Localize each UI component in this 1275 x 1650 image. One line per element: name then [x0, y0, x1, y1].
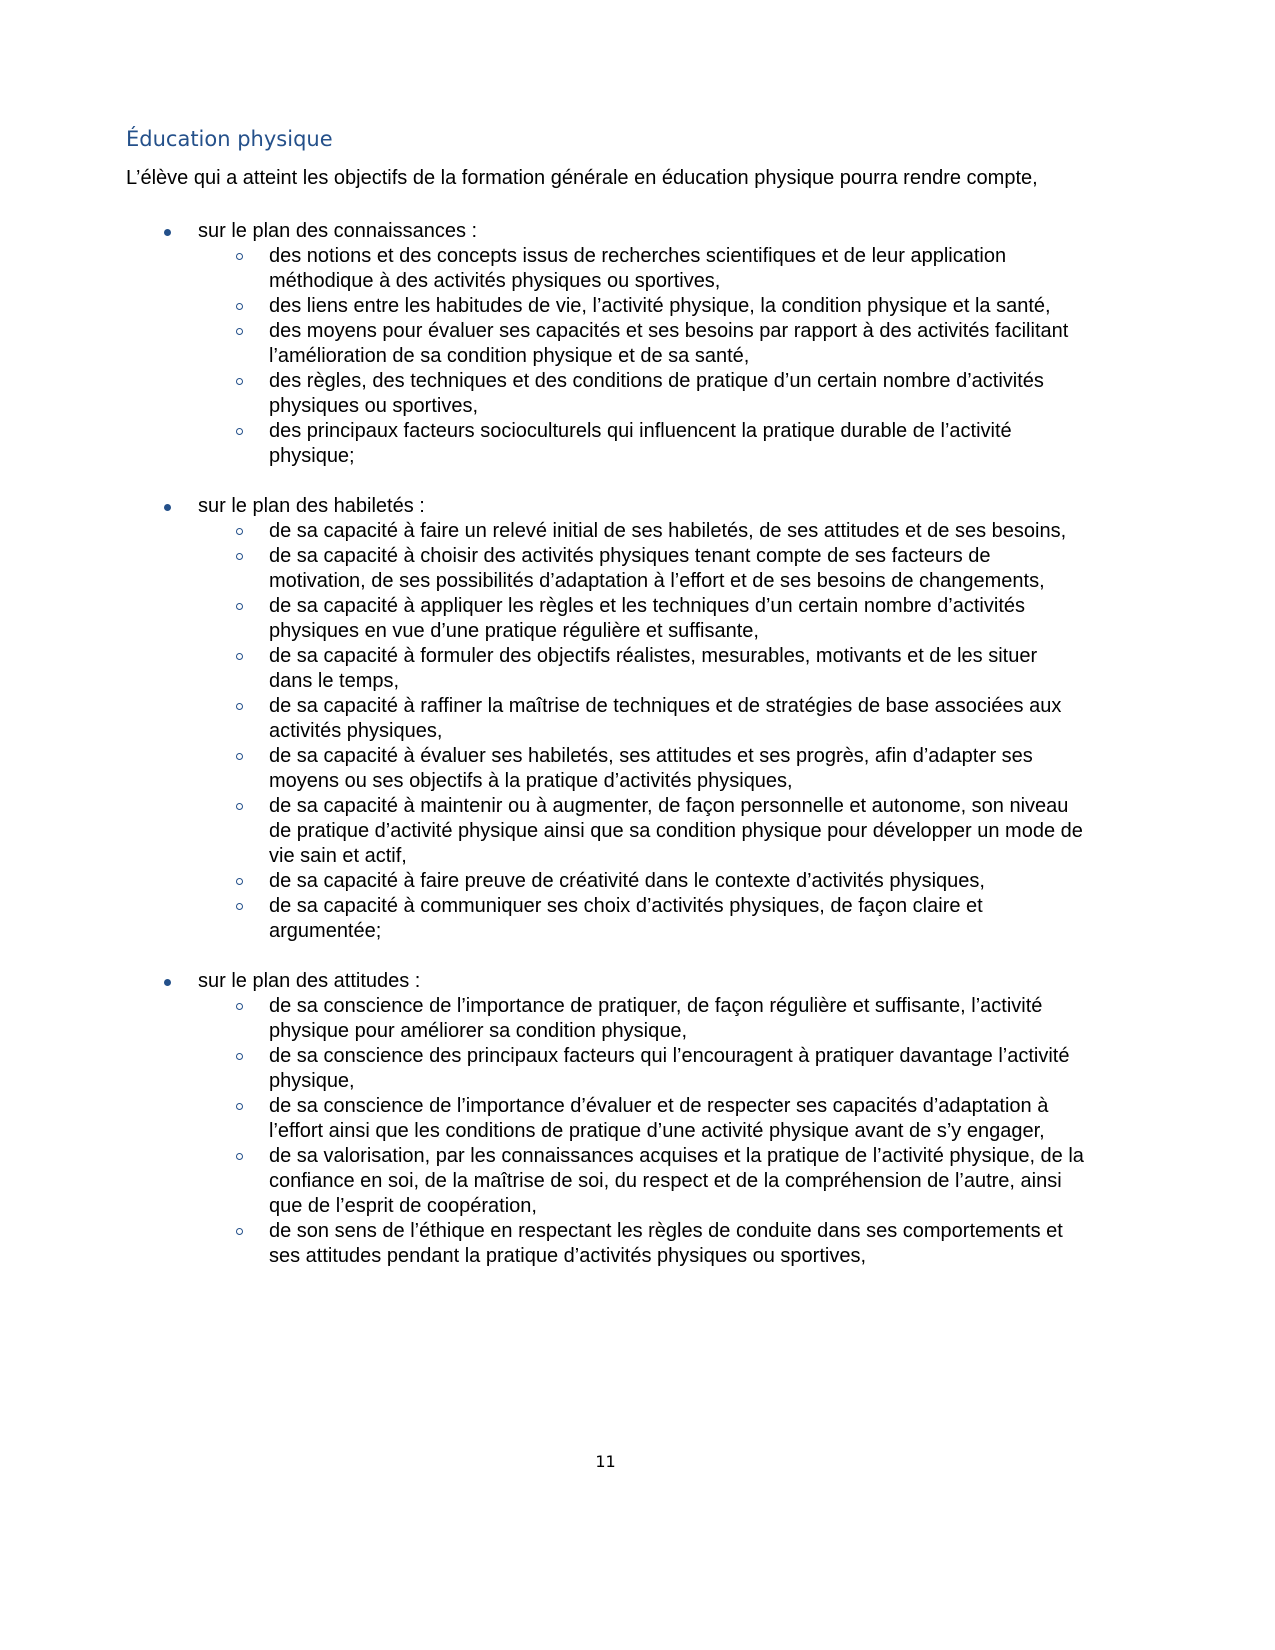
circle-bullet-icon — [236, 703, 243, 710]
list-item — [198, 544, 1086, 594]
list-item — [198, 419, 1086, 469]
list-item-text: de sa conscience de l’importance de pratiquer, de façon régulière et suffisante, l’activité physique pour améliorer sa condition physique, — [269, 995, 1043, 1042]
list-item-text: de sa capacité à choisir des activités physiques tenant compte de ses facteurs de motivation, de ses possibilités d’adaptation à l’effort et de ses besoins de changements, — [269, 545, 1045, 592]
list-item — [198, 1094, 1086, 1144]
list-item — [198, 1219, 1086, 1269]
list-item-text: de son sens de l’éthique en respectant les règles de conduite dans ses comportements et ses attitudes pendant la pratique d’activités physiques ou sportives, — [269, 1220, 1063, 1267]
sub-list — [126, 994, 1086, 1269]
section-item — [126, 219, 1086, 469]
list-item-text: des règles, des techniques et des conditions de pratique d’un certain nombre d’activités physiques ou sportives, — [269, 370, 1044, 417]
list-item-text: des principaux facteurs socioculturels qui influencent la pratique durable de l’activité physique; — [269, 420, 1012, 467]
circle-bullet-icon — [236, 1053, 243, 1060]
list-item — [198, 644, 1086, 694]
section-label: sur le plan des attitudes : — [198, 970, 421, 992]
list-item-text: de sa capacité à formuler des objectifs réalistes, mesurables, motivants et de les situer dans le temps, — [269, 645, 1038, 692]
circle-bullet-icon — [236, 603, 243, 610]
section-heading: Éducation physique — [126, 127, 333, 151]
circle-bullet-icon — [236, 653, 243, 660]
circle-bullet-icon — [236, 1228, 243, 1235]
circle-bullet-icon — [236, 878, 243, 885]
circle-bullet-icon — [236, 328, 243, 335]
list-item — [198, 1044, 1086, 1094]
bullet-icon — [164, 229, 171, 236]
circle-bullet-icon — [236, 253, 243, 260]
list-item — [198, 744, 1086, 794]
bullet-icon — [164, 504, 171, 511]
circle-bullet-icon — [236, 1103, 243, 1110]
list-item — [198, 869, 1086, 894]
document-page — [126, 124, 1086, 1294]
list-item — [198, 244, 1086, 294]
list-item-text: de sa valorisation, par les connaissances acquises et la pratique de l’activité physique, de la confiance en soi, de la maîtrise de soi, du respect et de la compréhension de l’autre, ainsi que de l’esprit de coopération, — [269, 1145, 1084, 1217]
list-item-text: de sa capacité à maintenir ou à augmenter, de façon personnelle et autonome, son niveau de pratique d’activité physique ainsi que sa condition physique pour développer un mode de vie sain et actif, — [269, 795, 1083, 867]
sub-list — [126, 519, 1086, 944]
section-item — [126, 969, 1086, 1269]
list-item-text: de sa capacité à faire un relevé initial de ses habiletés, de ses attitudes et de ses besoins, — [269, 520, 1067, 542]
list-item-text: de sa capacité à appliquer les règles et les techniques d’un certain nombre d’activités physiques en vue d’une pratique régulière et suffisante, — [269, 595, 1025, 642]
circle-bullet-icon — [236, 428, 243, 435]
list-item — [198, 319, 1086, 369]
list-item-text: des moyens pour évaluer ses capacités et ses besoins par rapport à des activités facilitant l’amélioration de sa condition physique et de sa santé, — [269, 320, 1069, 367]
bullet-icon — [164, 979, 171, 986]
list-item-text: de sa capacité à communiquer ses choix d’activités physiques, de façon claire et argumentée; — [269, 895, 983, 942]
section-item — [126, 494, 1086, 944]
section-label: sur le plan des connaissances : — [198, 220, 478, 242]
list-item — [198, 594, 1086, 644]
list-item — [198, 994, 1086, 1044]
circle-bullet-icon — [236, 803, 243, 810]
list-item — [198, 369, 1086, 419]
list-item-text: de sa conscience de l’importance d’évaluer et de respecter ses capacités d’adaptation à l’effort ainsi que les conditions de pratique d’une activité physique avant de s’y engager, — [269, 1095, 1049, 1142]
list-item-text: des notions et des concepts issus de recherches scientifiques et de leur application méthodique à des activités physiques ou sportives, — [269, 245, 1007, 292]
list-item-text: des liens entre les habitudes de vie, l’activité physique, la condition physique et la santé, — [269, 295, 1051, 317]
circle-bullet-icon — [236, 1003, 243, 1010]
page-number: 11 — [595, 1452, 616, 1471]
circle-bullet-icon — [236, 378, 243, 385]
list-item-text: de sa capacité à évaluer ses habiletés, ses attitudes et ses progrès, afin d’adapter ses moyens ou ses objectifs à la pratique d’activités physiques, — [269, 745, 1033, 792]
circle-bullet-icon — [236, 303, 243, 310]
list-item-text: de sa capacité à faire preuve de créativité dans le contexte d’activités physiques, — [269, 870, 985, 892]
sub-list — [126, 244, 1086, 469]
list-item-text: de sa capacité à raffiner la maîtrise de techniques et de stratégies de base associées aux activités physiques, — [269, 695, 1062, 742]
intro-paragraph: L’élève qui a atteint les objectifs de la formation générale en éducation physique pourra rendre compte, — [126, 167, 1038, 189]
list-item — [198, 1144, 1086, 1219]
circle-bullet-icon — [236, 753, 243, 760]
list-item — [198, 694, 1086, 744]
circle-bullet-icon — [236, 1153, 243, 1160]
circle-bullet-icon — [236, 903, 243, 910]
list-item — [198, 894, 1086, 944]
list-item — [198, 294, 1086, 319]
list-item — [198, 519, 1086, 544]
circle-bullet-icon — [236, 553, 243, 560]
objectives-list — [126, 219, 1086, 1269]
list-item — [198, 794, 1086, 869]
section-label: sur le plan des habiletés : — [198, 495, 425, 517]
list-item-text: de sa conscience des principaux facteurs qui l’encouragent à pratiquer davantage l’activité physique, — [269, 1045, 1070, 1092]
circle-bullet-icon — [236, 528, 243, 535]
